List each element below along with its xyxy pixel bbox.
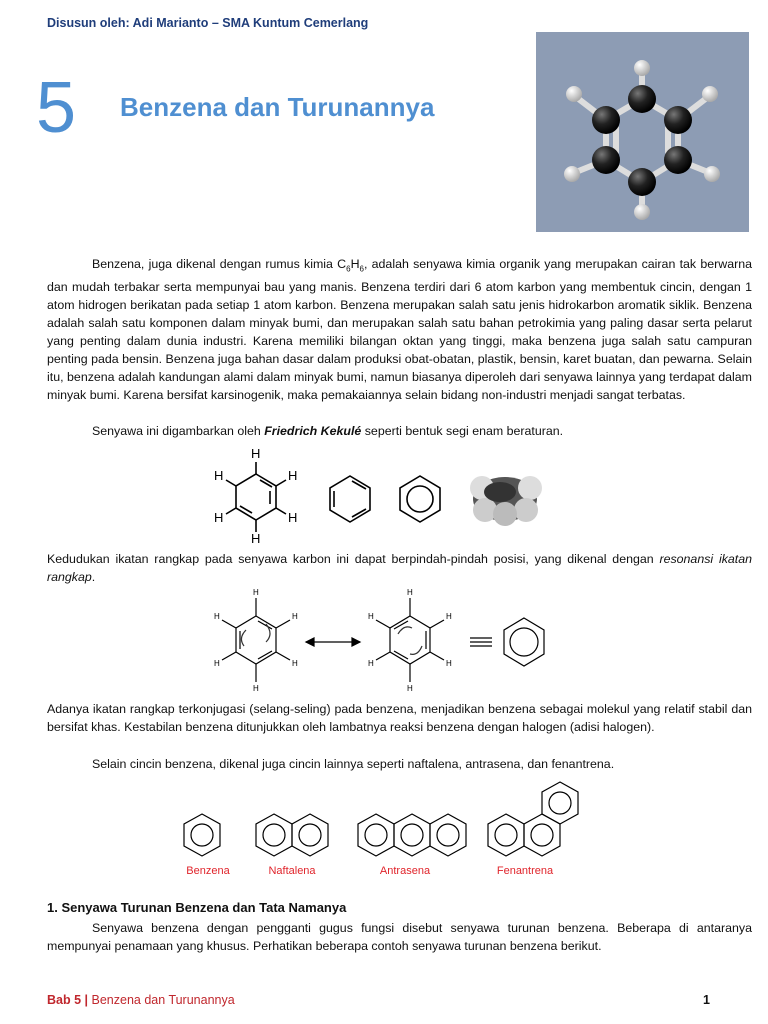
intro-paragraph: Benzena, juga dikenal dengan rumus kimia $C_6H_6$, adalah senyawa kimia organik yang merupakan cairan tak berwarna dan mudah terbakar serta mempunyai bau yang manis. Benzena terdiri dari 6 atom karbon yang membentuk cincin, dengan 1 atom hidrogen berikatan pada setiap 1 atom karbon. Benzena merupakan salah satu jenis hidrokarbon aromatik siklik. Benzena adalah salah satu komponen dalam minyak bumi, dan merupakan salah satu bahan petrokimia yang paling dasar serta pelarut yang penting dalam dunia industri. Karena memiliki bilangan oktan yang tinggi, maka benzena juga salah satu campuran penting pada bensin. Benzena juga bahan dasar dalam produksi obat-obatan, plastik, bensin, karet buatan, dan pewarna. Selain itu, benzena adalah kandungan alami dalam minyak bumi, namun biasanya diperoleh dari senyawa lainnya yang terdapat dalam minyak bumi. Karena bersifat karsinogenik, maka pemakaiannya selain bidang non-industri menjadi sangat terbatas. (47, 257, 752, 403)
rings-paragraph: Selain cincin benzena, dikenal juga cincin lainnya seperti naftalena, antrasena, dan fenantrena. (92, 757, 615, 771)
resonance-paragraph: Kedudukan ikatan rangkap pada senyawa karbon ini dapat berpindah-pindah posisi, yang dikenal dengan resonansi ikatan rangkap. (47, 552, 753, 584)
kekule-paragraph: Senyawa ini digambarkan oleh Friedrich Kekulé seperti bentuk segi enam beraturan. (92, 424, 564, 438)
h-atom-label: H (251, 531, 261, 544)
space-filling-model-icon (470, 476, 542, 526)
svg-text:H: H (368, 659, 374, 668)
section-1-heading: 1. Senyawa Turunan Benzena dan Tata Namanya (47, 900, 347, 915)
benzene-ball-stick-photo (536, 32, 749, 232)
label-antrasena: Antrasena (379, 865, 431, 877)
svg-text:H: H (446, 659, 452, 668)
chapter-number: 5 (36, 68, 77, 148)
svg-text:H: H (368, 612, 374, 621)
page-number: 1 (703, 993, 710, 1007)
h-atom-label: H (288, 510, 298, 525)
section-1-paragraph: Senyawa benzena dengan pengganti gugus fungsi disebut senyawa turunan benzena. Beberapa di antaranya mempunyai penamaan yang khusus. Perhatikan beberapa contoh senyawa turunan benzena berikut. (47, 921, 752, 953)
svg-text:H: H (253, 588, 259, 597)
chapter-title: Benzena dan Turunannya (120, 92, 435, 122)
svg-text:H: H (407, 588, 413, 597)
svg-text:H: H (292, 612, 298, 621)
svg-text:H: H (292, 659, 298, 668)
label-naftalena: Naftalena (268, 865, 316, 877)
svg-text:H: H (407, 684, 413, 693)
svg-text:H: H (253, 684, 259, 693)
label-benzena: Benzena (186, 865, 230, 877)
label-fenantrena: Fenantrena (496, 865, 554, 877)
page-header: Disusun oleh: Adi Marianto – SMA Kuntum Cemerlang (47, 16, 369, 30)
resonance-figure (198, 586, 558, 696)
polycyclic-rings-figure (180, 778, 600, 888)
svg-text:H: H (446, 612, 452, 621)
kekule-structures-figure (200, 444, 570, 544)
h-atom-label: H (251, 446, 261, 461)
h-atom-label: H (288, 468, 298, 483)
h-atom-label: H (214, 468, 224, 483)
page-footer: Bab 5 | Benzena dan Turunannya (47, 993, 235, 1007)
stability-paragraph: Adanya ikatan rangkap terkonjugasi (selang-seling) pada benzena, menjadikan benzena sebagai molekul yang relatif stabil dan bersifat khas. Kestabilan benzena ditunjukkan oleh lambatnya reaksi benzena dengan halogen (adisi halogen). (47, 702, 752, 734)
svg-text:H: H (214, 659, 220, 668)
h-atom-label: H (214, 510, 224, 525)
benzene-3d-model-image (536, 32, 749, 232)
svg-text:H: H (214, 612, 220, 621)
